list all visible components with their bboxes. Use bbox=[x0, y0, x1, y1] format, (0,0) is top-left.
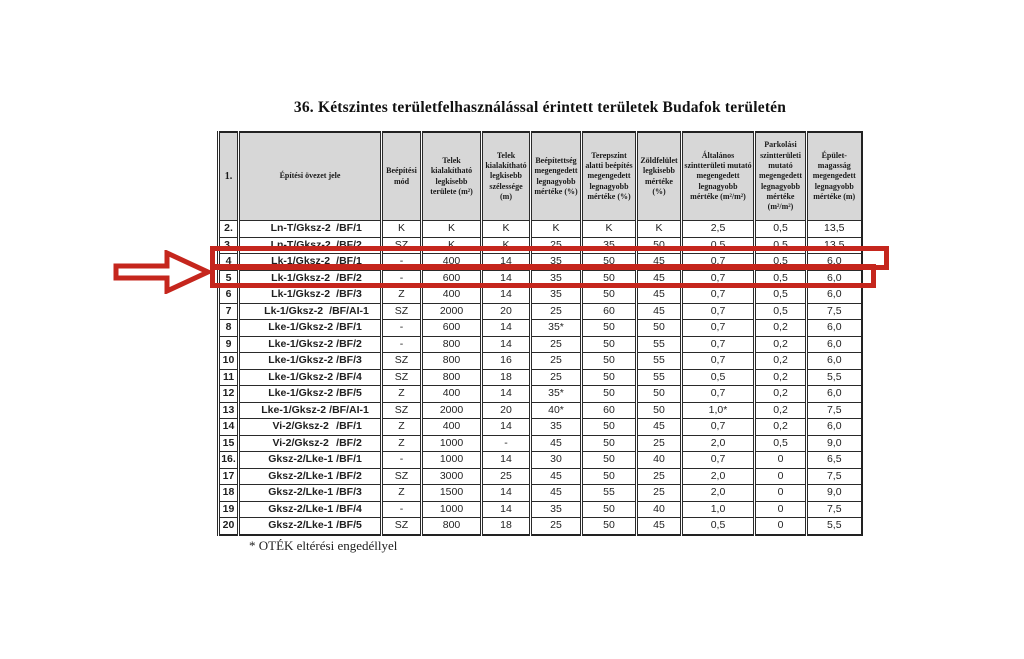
general-floor-ratio-cell: 0,5 bbox=[682, 369, 755, 386]
min-plot-area-cell: 800 bbox=[422, 353, 482, 370]
parking-floor-ratio-cell: 0,5 bbox=[755, 270, 807, 287]
table-row bbox=[219, 369, 862, 386]
parking-floor-ratio-cell: 0,5 bbox=[755, 287, 807, 304]
min-plot-width-cell: 20 bbox=[482, 303, 531, 320]
max-building-height-cell: 13,5 bbox=[807, 221, 862, 238]
build-mode-cell: SZ bbox=[382, 303, 422, 320]
max-building-height-cell: 9,0 bbox=[807, 485, 862, 502]
min-plot-width-cell: 14 bbox=[482, 419, 531, 436]
zone-code-cell: Lke-1/Gksz-2 /BF/2 bbox=[239, 336, 382, 353]
max-coverage-cell: 35* bbox=[531, 320, 582, 337]
min-green-cell: 45 bbox=[637, 303, 682, 320]
max-coverage-cell: 45 bbox=[531, 435, 582, 452]
min-plot-width-cell: 14 bbox=[482, 336, 531, 353]
underground-coverage-cell: 55 bbox=[582, 485, 637, 502]
min-green-cell: 55 bbox=[637, 336, 682, 353]
min-green-cell: 55 bbox=[637, 353, 682, 370]
min-plot-width-cell: 14 bbox=[482, 270, 531, 287]
underground-coverage-cell: 50 bbox=[582, 369, 637, 386]
max-coverage-cell: 35 bbox=[531, 270, 582, 287]
header-max-building-height: Épület-magasság megengedett legnagyobb mértéke (m) bbox=[807, 132, 862, 221]
parking-floor-ratio-cell: 0,5 bbox=[755, 221, 807, 238]
build-mode-cell: K bbox=[382, 221, 422, 238]
build-mode-cell: SZ bbox=[382, 468, 422, 485]
build-mode-cell: - bbox=[382, 501, 422, 518]
parking-floor-ratio-cell: 0,2 bbox=[755, 336, 807, 353]
min-plot-area-cell: K bbox=[422, 237, 482, 254]
build-mode-cell: Z bbox=[382, 435, 422, 452]
row-number: 13 bbox=[219, 402, 239, 419]
max-coverage-cell: 40* bbox=[531, 402, 582, 419]
min-green-cell: 50 bbox=[637, 320, 682, 337]
header-min-green: Zöldfelület legkisebb mértéke (%) bbox=[637, 132, 682, 221]
zone-code-cell: Lke-1/Gksz-2 /BF/1 bbox=[239, 320, 382, 337]
max-building-height-cell: 5,5 bbox=[807, 518, 862, 535]
min-plot-width-cell: 14 bbox=[482, 485, 531, 502]
row-number: 2. bbox=[219, 221, 239, 238]
underground-coverage-cell: 50 bbox=[582, 270, 637, 287]
min-plot-width-cell: 14 bbox=[482, 386, 531, 403]
table-row bbox=[219, 419, 862, 436]
general-floor-ratio-cell: 0,7 bbox=[682, 254, 755, 271]
parking-floor-ratio-cell: 0 bbox=[755, 452, 807, 469]
otek-footnote: * OTÉK eltérési engedéllyel bbox=[249, 538, 398, 553]
min-plot-width-cell: 14 bbox=[482, 287, 531, 304]
max-coverage-cell: 25 bbox=[531, 353, 582, 370]
build-mode-cell: SZ bbox=[382, 369, 422, 386]
min-plot-area-cell: 800 bbox=[422, 369, 482, 386]
table-row bbox=[219, 501, 862, 518]
highlight-box-row-5 bbox=[210, 264, 876, 288]
general-floor-ratio-cell: 2,5 bbox=[682, 221, 755, 238]
zoning-table bbox=[217, 131, 863, 536]
table-header-row bbox=[219, 132, 862, 221]
min-plot-area-cell: 400 bbox=[422, 254, 482, 271]
parking-floor-ratio-cell: 0 bbox=[755, 518, 807, 535]
parking-floor-ratio-cell: 0,2 bbox=[755, 369, 807, 386]
min-plot-width-cell: 25 bbox=[482, 468, 531, 485]
table-row bbox=[219, 518, 862, 535]
table-row bbox=[219, 485, 862, 502]
underground-coverage-cell: 50 bbox=[582, 386, 637, 403]
max-coverage-cell: 45 bbox=[531, 485, 582, 502]
zone-code-cell: Lk-1/Gksz-2 /BF/1 bbox=[239, 254, 382, 271]
max-coverage-cell: K bbox=[531, 221, 582, 238]
general-floor-ratio-cell: 0,7 bbox=[682, 353, 755, 370]
max-building-height-cell: 7,5 bbox=[807, 303, 862, 320]
parking-floor-ratio-cell: 0 bbox=[755, 485, 807, 502]
min-green-cell: 40 bbox=[637, 501, 682, 518]
row-number: 16. bbox=[219, 452, 239, 469]
general-floor-ratio-cell: 0,5 bbox=[682, 237, 755, 254]
underground-coverage-cell: 50 bbox=[582, 435, 637, 452]
zone-code-cell: Lke-1/Gksz-2 /BF/5 bbox=[239, 386, 382, 403]
max-building-height-cell: 13,5 bbox=[807, 237, 862, 254]
zone-code-cell: Gksz-2/Lke-1 /BF/2 bbox=[239, 468, 382, 485]
highlight-arrow-icon bbox=[112, 250, 212, 294]
min-plot-width-cell: K bbox=[482, 237, 531, 254]
max-building-height-cell: 6,0 bbox=[807, 353, 862, 370]
header-row-index: 1. bbox=[219, 132, 239, 221]
min-plot-area-cell: 1000 bbox=[422, 452, 482, 469]
min-green-cell: 25 bbox=[637, 435, 682, 452]
parking-floor-ratio-cell: 0 bbox=[755, 468, 807, 485]
max-building-height-cell: 6,0 bbox=[807, 254, 862, 271]
min-plot-area-cell: 600 bbox=[422, 270, 482, 287]
min-green-cell: 45 bbox=[637, 518, 682, 535]
general-floor-ratio-cell: 0,7 bbox=[682, 320, 755, 337]
table-row bbox=[219, 303, 862, 320]
min-green-cell: 45 bbox=[637, 287, 682, 304]
row-number: 9 bbox=[219, 336, 239, 353]
row-number: 15 bbox=[219, 435, 239, 452]
min-green-cell: 55 bbox=[637, 369, 682, 386]
min-green-cell: 45 bbox=[637, 254, 682, 271]
zone-code-cell: Ln-T/Gksz-2 /BF/2 bbox=[239, 237, 382, 254]
zone-code-cell: Lk-1/Gksz-2 /BF/3 bbox=[239, 287, 382, 304]
table-row bbox=[219, 386, 862, 403]
parking-floor-ratio-cell: 0,5 bbox=[755, 435, 807, 452]
build-mode-cell: Z bbox=[382, 419, 422, 436]
min-plot-width-cell: K bbox=[482, 221, 531, 238]
zone-code-cell: Lk-1/Gksz-2 /BF/2 bbox=[239, 270, 382, 287]
zone-code-cell: Vi-2/Gksz-2 /BF/2 bbox=[239, 435, 382, 452]
table-row bbox=[219, 221, 862, 238]
underground-coverage-cell: 35 bbox=[582, 237, 637, 254]
max-coverage-cell: 30 bbox=[531, 452, 582, 469]
row-number: 14 bbox=[219, 419, 239, 436]
general-floor-ratio-cell: 0,7 bbox=[682, 270, 755, 287]
max-building-height-cell: 5,5 bbox=[807, 369, 862, 386]
row-number: 11 bbox=[219, 369, 239, 386]
max-building-height-cell: 6,0 bbox=[807, 270, 862, 287]
zone-code-cell: Lke-1/Gksz-2 /BF/3 bbox=[239, 353, 382, 370]
table-row bbox=[219, 336, 862, 353]
row-number: 8 bbox=[219, 320, 239, 337]
general-floor-ratio-cell: 0,7 bbox=[682, 386, 755, 403]
max-building-height-cell: 6,0 bbox=[807, 419, 862, 436]
max-building-height-cell: 6,0 bbox=[807, 386, 862, 403]
parking-floor-ratio-cell: 0,2 bbox=[755, 419, 807, 436]
max-coverage-cell: 25 bbox=[531, 237, 582, 254]
min-plot-area-cell: 400 bbox=[422, 386, 482, 403]
min-green-cell: 25 bbox=[637, 468, 682, 485]
max-coverage-cell: 35 bbox=[531, 254, 582, 271]
max-building-height-cell: 6,0 bbox=[807, 336, 862, 353]
min-plot-width-cell: 14 bbox=[482, 452, 531, 469]
general-floor-ratio-cell: 0,7 bbox=[682, 452, 755, 469]
min-green-cell: 50 bbox=[637, 237, 682, 254]
build-mode-cell: Z bbox=[382, 485, 422, 502]
underground-coverage-cell: 50 bbox=[582, 468, 637, 485]
max-building-height-cell: 6,0 bbox=[807, 287, 862, 304]
build-mode-cell: - bbox=[382, 320, 422, 337]
row-number: 6 bbox=[219, 287, 239, 304]
row-number: 18 bbox=[219, 485, 239, 502]
general-floor-ratio-cell: 0,7 bbox=[682, 336, 755, 353]
row-number: 5 bbox=[219, 270, 239, 287]
row-number: 12 bbox=[219, 386, 239, 403]
underground-coverage-cell: 50 bbox=[582, 452, 637, 469]
underground-coverage-cell: 60 bbox=[582, 402, 637, 419]
zone-code-cell: Gksz-2/Lke-1 /BF/3 bbox=[239, 485, 382, 502]
min-plot-area-cell: 2000 bbox=[422, 303, 482, 320]
build-mode-cell: SZ bbox=[382, 402, 422, 419]
min-plot-area-cell: 800 bbox=[422, 336, 482, 353]
underground-coverage-cell: 50 bbox=[582, 254, 637, 271]
general-floor-ratio-cell: 0,5 bbox=[682, 518, 755, 535]
table-row bbox=[219, 468, 862, 485]
zone-code-cell: Ln-T/Gksz-2 /BF/1 bbox=[239, 221, 382, 238]
build-mode-cell: SZ bbox=[382, 353, 422, 370]
general-floor-ratio-cell: 2,0 bbox=[682, 485, 755, 502]
table-row bbox=[219, 353, 862, 370]
underground-coverage-cell: 50 bbox=[582, 336, 637, 353]
zone-code-cell: Vi-2/Gksz-2 /BF/1 bbox=[239, 419, 382, 436]
max-coverage-cell: 35 bbox=[531, 287, 582, 304]
underground-coverage-cell: K bbox=[582, 221, 637, 238]
max-building-height-cell: 6,5 bbox=[807, 452, 862, 469]
build-mode-cell: Z bbox=[382, 287, 422, 304]
max-coverage-cell: 45 bbox=[531, 468, 582, 485]
max-building-height-cell: 7,5 bbox=[807, 468, 862, 485]
build-mode-cell: SZ bbox=[382, 518, 422, 535]
max-coverage-cell: 25 bbox=[531, 518, 582, 535]
table-row bbox=[219, 287, 862, 304]
min-plot-area-cell: 1500 bbox=[422, 485, 482, 502]
min-plot-area-cell: 400 bbox=[422, 287, 482, 304]
min-plot-width-cell: 14 bbox=[482, 320, 531, 337]
min-plot-width-cell: 16 bbox=[482, 353, 531, 370]
row-number: 3. bbox=[219, 237, 239, 254]
table-row bbox=[219, 452, 862, 469]
min-green-cell: K bbox=[637, 221, 682, 238]
min-plot-width-cell: 20 bbox=[482, 402, 531, 419]
min-plot-width-cell: 14 bbox=[482, 254, 531, 271]
row-number: 19 bbox=[219, 501, 239, 518]
min-plot-width-cell: 14 bbox=[482, 501, 531, 518]
max-coverage-cell: 35 bbox=[531, 501, 582, 518]
header-underground-coverage: Terepszint alatti beépítés megengedett legnagyobb mértéke (%) bbox=[582, 132, 637, 221]
min-plot-width-cell: 18 bbox=[482, 518, 531, 535]
min-plot-area-cell: 600 bbox=[422, 320, 482, 337]
underground-coverage-cell: 50 bbox=[582, 353, 637, 370]
build-mode-cell: - bbox=[382, 270, 422, 287]
min-green-cell: 25 bbox=[637, 485, 682, 502]
general-floor-ratio-cell: 1,0 bbox=[682, 501, 755, 518]
header-general-floor-ratio: Általános szintterületi mutató megengedett legnagyobb mértéke (m²/m²) bbox=[682, 132, 755, 221]
header-build-mode: Beépítési mód bbox=[382, 132, 422, 221]
underground-coverage-cell: 50 bbox=[582, 320, 637, 337]
general-floor-ratio-cell: 0,7 bbox=[682, 287, 755, 304]
table-row bbox=[219, 320, 862, 337]
min-plot-area-cell: K bbox=[422, 221, 482, 238]
header-max-coverage: Beépítettség megengedett legnagyobb mértéke (%) bbox=[531, 132, 582, 221]
row-number: 20 bbox=[219, 518, 239, 535]
underground-coverage-cell: 50 bbox=[582, 419, 637, 436]
min-green-cell: 50 bbox=[637, 402, 682, 419]
zone-code-cell: Gksz-2/Lke-1 /BF/5 bbox=[239, 518, 382, 535]
min-plot-area-cell: 1000 bbox=[422, 501, 482, 518]
min-plot-area-cell: 2000 bbox=[422, 402, 482, 419]
parking-floor-ratio-cell: 0,5 bbox=[755, 303, 807, 320]
zone-code-cell: Lk-1/Gksz-2 /BF/AI-1 bbox=[239, 303, 382, 320]
build-mode-cell: SZ bbox=[382, 237, 422, 254]
row-number: 10 bbox=[219, 353, 239, 370]
build-mode-cell: - bbox=[382, 336, 422, 353]
build-mode-cell: - bbox=[382, 452, 422, 469]
min-plot-area-cell: 3000 bbox=[422, 468, 482, 485]
general-floor-ratio-cell: 0,7 bbox=[682, 303, 755, 320]
general-floor-ratio-cell: 1,0* bbox=[682, 402, 755, 419]
row-number: 17 bbox=[219, 468, 239, 485]
parking-floor-ratio-cell: 0,5 bbox=[755, 254, 807, 271]
row-number: 4 bbox=[219, 254, 239, 271]
max-coverage-cell: 25 bbox=[531, 303, 582, 320]
header-zone: Építési övezet jele bbox=[239, 132, 382, 221]
general-floor-ratio-cell: 2,0 bbox=[682, 435, 755, 452]
min-plot-area-cell: 1000 bbox=[422, 435, 482, 452]
header-min-plot-width: Telek kialakítható legkisebb szélessége (m) bbox=[482, 132, 531, 221]
max-building-height-cell: 9,0 bbox=[807, 435, 862, 452]
parking-floor-ratio-cell: 0 bbox=[755, 501, 807, 518]
underground-coverage-cell: 50 bbox=[582, 518, 637, 535]
min-green-cell: 40 bbox=[637, 452, 682, 469]
page-title: 36. Kétszintes területfelhasználással érintett területek Budafok területén bbox=[293, 99, 787, 116]
header-parking-floor-ratio: Parkolási szintterületi mutató megengedett legnagyobb mértéke (m²/m²) bbox=[755, 132, 807, 221]
max-building-height-cell: 6,0 bbox=[807, 320, 862, 337]
max-coverage-cell: 35 bbox=[531, 419, 582, 436]
build-mode-cell: Z bbox=[382, 386, 422, 403]
row-number: 7 bbox=[219, 303, 239, 320]
table-row bbox=[219, 435, 862, 452]
table-row bbox=[219, 402, 862, 419]
parking-floor-ratio-cell: 0,2 bbox=[755, 402, 807, 419]
parking-floor-ratio-cell: 0,5 bbox=[755, 237, 807, 254]
min-green-cell: 50 bbox=[637, 386, 682, 403]
header-min-plot-area: Telek kialakítható legkisebb területe (m²) bbox=[422, 132, 482, 221]
zone-code-cell: Lke-1/Gksz-2 /BF/AI-1 bbox=[239, 402, 382, 419]
min-plot-area-cell: 800 bbox=[422, 518, 482, 535]
zone-code-cell: Lke-1/Gksz-2 /BF/4 bbox=[239, 369, 382, 386]
min-plot-width-cell: - bbox=[482, 435, 531, 452]
general-floor-ratio-cell: 0,7 bbox=[682, 419, 755, 436]
general-floor-ratio-cell: 2,0 bbox=[682, 468, 755, 485]
underground-coverage-cell: 60 bbox=[582, 303, 637, 320]
min-green-cell: 45 bbox=[637, 270, 682, 287]
underground-coverage-cell: 50 bbox=[582, 287, 637, 304]
build-mode-cell: - bbox=[382, 254, 422, 271]
zone-code-cell: Gksz-2/Lke-1 /BF/4 bbox=[239, 501, 382, 518]
min-plot-area-cell: 400 bbox=[422, 419, 482, 436]
max-building-height-cell: 7,5 bbox=[807, 501, 862, 518]
max-coverage-cell: 25 bbox=[531, 369, 582, 386]
zone-code-cell: Gksz-2/Lke-1 /BF/1 bbox=[239, 452, 382, 469]
parking-floor-ratio-cell: 0,2 bbox=[755, 386, 807, 403]
max-coverage-cell: 35* bbox=[531, 386, 582, 403]
max-building-height-cell: 7,5 bbox=[807, 402, 862, 419]
parking-floor-ratio-cell: 0,2 bbox=[755, 353, 807, 370]
min-green-cell: 45 bbox=[637, 419, 682, 436]
max-coverage-cell: 25 bbox=[531, 336, 582, 353]
underground-coverage-cell: 50 bbox=[582, 501, 637, 518]
min-plot-width-cell: 18 bbox=[482, 369, 531, 386]
parking-floor-ratio-cell: 0,2 bbox=[755, 320, 807, 337]
